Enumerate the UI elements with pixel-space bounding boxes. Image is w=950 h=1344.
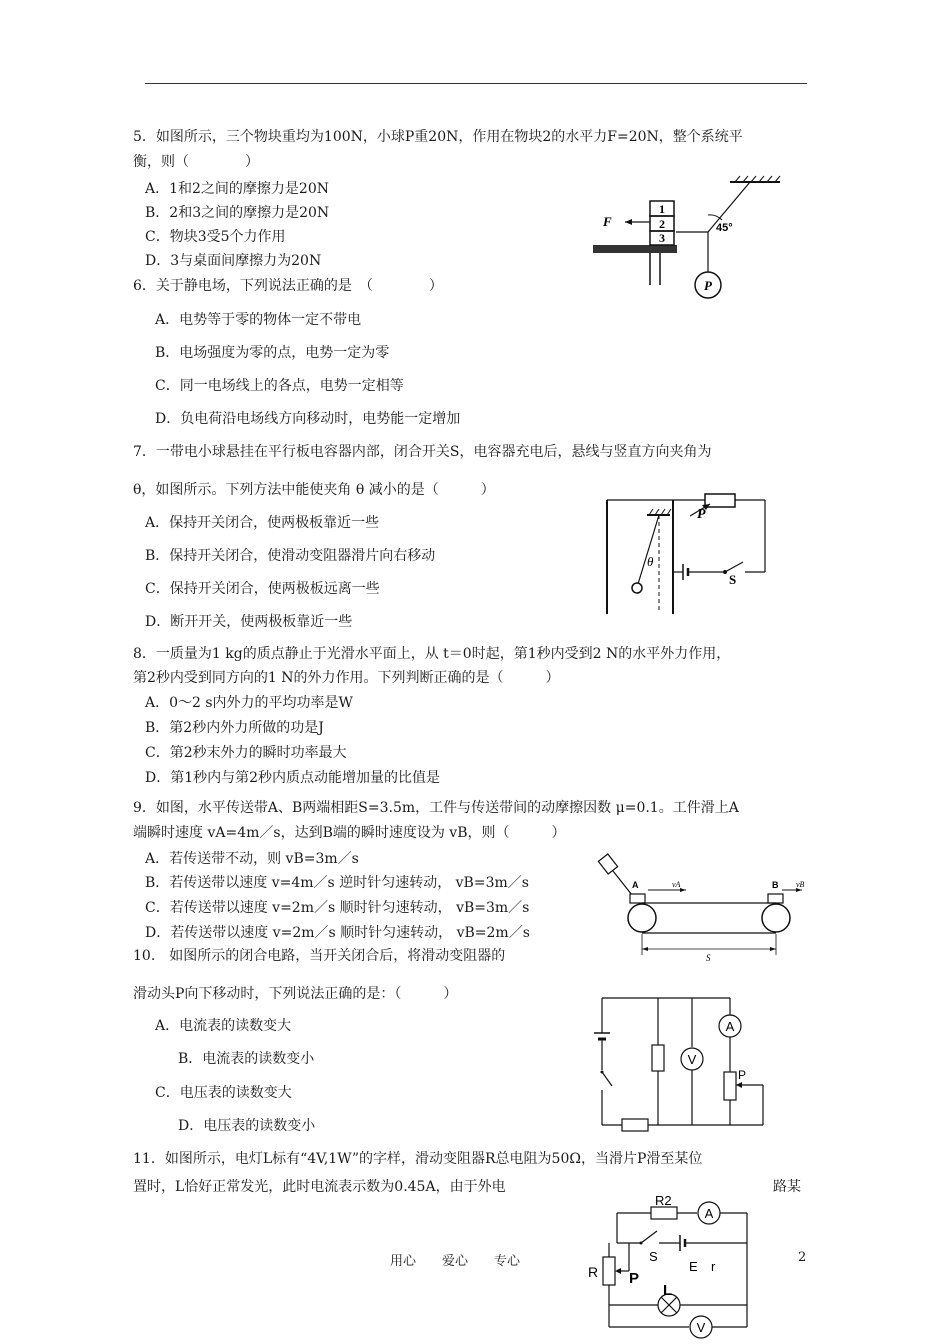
q11-fig-s: S <box>649 1249 658 1264</box>
q9-option-c: C．若传送带以速度 v=2m／s 顺时针匀速转动， vB=3m／s <box>145 900 530 916</box>
q7-fig-s: S <box>729 572 737 587</box>
q11-stem-line2-end: 路某 <box>773 1179 801 1195</box>
q7-option-d: D．断开开关，使两极板靠近一些 <box>145 614 353 630</box>
q10-stem-line1: 10. 如图所示的闭合电路，当开关闭合后，将滑动变阻器的 <box>133 948 506 964</box>
q5-figure <box>590 170 790 310</box>
q11-fig-e: E <box>689 1259 698 1274</box>
q7-fig-theta: θ <box>647 554 654 569</box>
q11-fig-r: R <box>588 1264 599 1280</box>
q9-fig-a: A <box>632 880 639 890</box>
q5-fig-f: F <box>603 214 612 229</box>
q5-fig-ball: P <box>704 278 712 293</box>
q10-fig-voltmeter: V <box>687 1052 697 1067</box>
q5-fig-block3: 3 <box>659 231 665 245</box>
q9-figure <box>590 850 810 965</box>
q10-stem-line2: 滑动头P向下移动时，下列说法正确的是：（ ） <box>133 986 458 1002</box>
q11-fig-p: P <box>629 1270 640 1287</box>
header-rule <box>145 83 807 84</box>
q7-fig-p: P <box>697 507 706 522</box>
q5-option-d: D．3与桌面间摩擦力为20N <box>145 253 322 269</box>
q6-option-b: B．电场强度为零的点，电势一定为零 <box>155 345 390 361</box>
q8-option-c: C．第2秒末外力的瞬时功率最大 <box>145 745 347 761</box>
q8-option-d: D．第1秒内与第2秒内质点动能增加量的比值是 <box>145 770 441 786</box>
q11-stem-line2: 置时，L恰好正常发光，此时电流表示数为0.45A，由于外电 <box>133 1179 506 1195</box>
q6-option-d: D．负电荷沿电场线方向移动时，电势能一定增加 <box>155 411 461 427</box>
q6-option-c: C．同一电场线上的各点，电势一定相等 <box>155 378 404 394</box>
q8-option-a: A．0～2 s内外力的平均功率是W <box>145 695 353 711</box>
q7-option-a: A．保持开关闭合，使两极板靠近一些 <box>145 515 380 531</box>
q7-stem-line1: 7．一带电小球悬挂在平行板电容器内部，闭合开关S，电容器充电后，悬线与竖直方向夹角为 <box>133 444 712 460</box>
q5-option-a: A．1和2之间的摩擦力是20N <box>145 181 329 197</box>
q7-figure <box>595 492 775 617</box>
q9-fig-s: S <box>706 953 711 963</box>
q10-option-a: A．电流表的读数变大 <box>155 1018 292 1034</box>
q9-stem-line1: 9．如图，水平传送带A、B两端相距S=3.5m，工件与传送带间的动摩擦因数 μ=0.1。工件滑上A <box>133 800 739 816</box>
q11-stem-line1: 11．如图所示，电灯L标有“4V,1W”的字样，滑动变阻器R总电阻为50Ω，当滑片P滑至某位 <box>133 1151 703 1167</box>
q10-option-c: C．电压表的读数变大 <box>155 1085 292 1101</box>
q5-fig-angle: 45° <box>716 222 733 234</box>
q5-fig-block1: 1 <box>659 202 665 216</box>
q5-stem-line2: 衡，则（ ） <box>133 154 259 170</box>
q10-fig-ammeter: A <box>725 1019 735 1034</box>
q8-stem-line2: 第2秒内受到同方向的1 N的外力作用。下列判断正确的是（ ） <box>133 670 560 686</box>
q11-fig-r-internal: r <box>711 1259 716 1274</box>
q5-option-b: B．2和3之间的摩擦力是20N <box>145 205 330 221</box>
q7-option-c: C．保持开关闭合，使两极板远离一些 <box>145 581 380 597</box>
q10-option-b: B．电流表的读数变小 <box>178 1051 315 1067</box>
q9-option-a: A．若传送带不动，则 vB=3m／s <box>145 851 359 867</box>
q6-stem: 6．关于静电场，下列说法正确的是 （ ） <box>133 278 443 294</box>
q10-figure <box>590 990 775 1140</box>
q10-option-d: D．电压表的读数变小 <box>178 1118 316 1134</box>
q9-fig-vb: vB <box>796 880 805 889</box>
q10-fig-p: P <box>738 1068 747 1082</box>
q8-option-b: B．第2秒内外力所做的功是J <box>145 720 324 736</box>
q5-stem-line1: 5．如图所示，三个物块重均为100N，小球P重20N，作用在物块2的水平力F=20N，整个系统平 <box>133 129 743 145</box>
q7-option-b: B．保持开关闭合，使滑动变阻器滑片向右移动 <box>145 548 436 564</box>
q11-fig-l: L <box>663 1282 673 1299</box>
q9-fig-va: vA <box>672 880 681 889</box>
q9-option-d: D．若传送带以速度 v=2m／s 顺时针匀速转动， vB=2m／s <box>145 925 530 941</box>
q8-stem-line1: 8．一质量为1 kg的质点静止于光滑水平面上，从 t＝0时起，第1秒内受到2 N的水平外力作用， <box>133 646 731 662</box>
q6-option-a: A．电势等于零的物体一定不带电 <box>155 312 362 328</box>
q5-fig-block2: 2 <box>659 217 665 231</box>
footer-slogan: 用心 爱心 专心 <box>390 1254 521 1269</box>
q11-fig-r2: R2 <box>655 1195 672 1208</box>
q11-fig-voltmeter: V <box>696 1320 706 1335</box>
q5-option-c: C．物块3受5个力作用 <box>145 229 286 245</box>
q9-option-b: B．若传送带以速度 v=4m／s 逆时针匀速转动， vB=3m／s <box>145 875 529 891</box>
page-number: 2 <box>798 1250 807 1265</box>
q9-fig-b: B <box>772 880 779 890</box>
q11-figure <box>585 1195 765 1344</box>
q9-stem-line2: 端瞬时速度 vA=4m／s，达到B端的瞬时速度设为 vB，则（ ） <box>133 825 566 841</box>
q11-fig-ammeter: A <box>704 1206 714 1221</box>
q7-stem-line2: θ，如图所示。下列方法中能使夹角 θ 减小的是（ ） <box>133 482 495 498</box>
